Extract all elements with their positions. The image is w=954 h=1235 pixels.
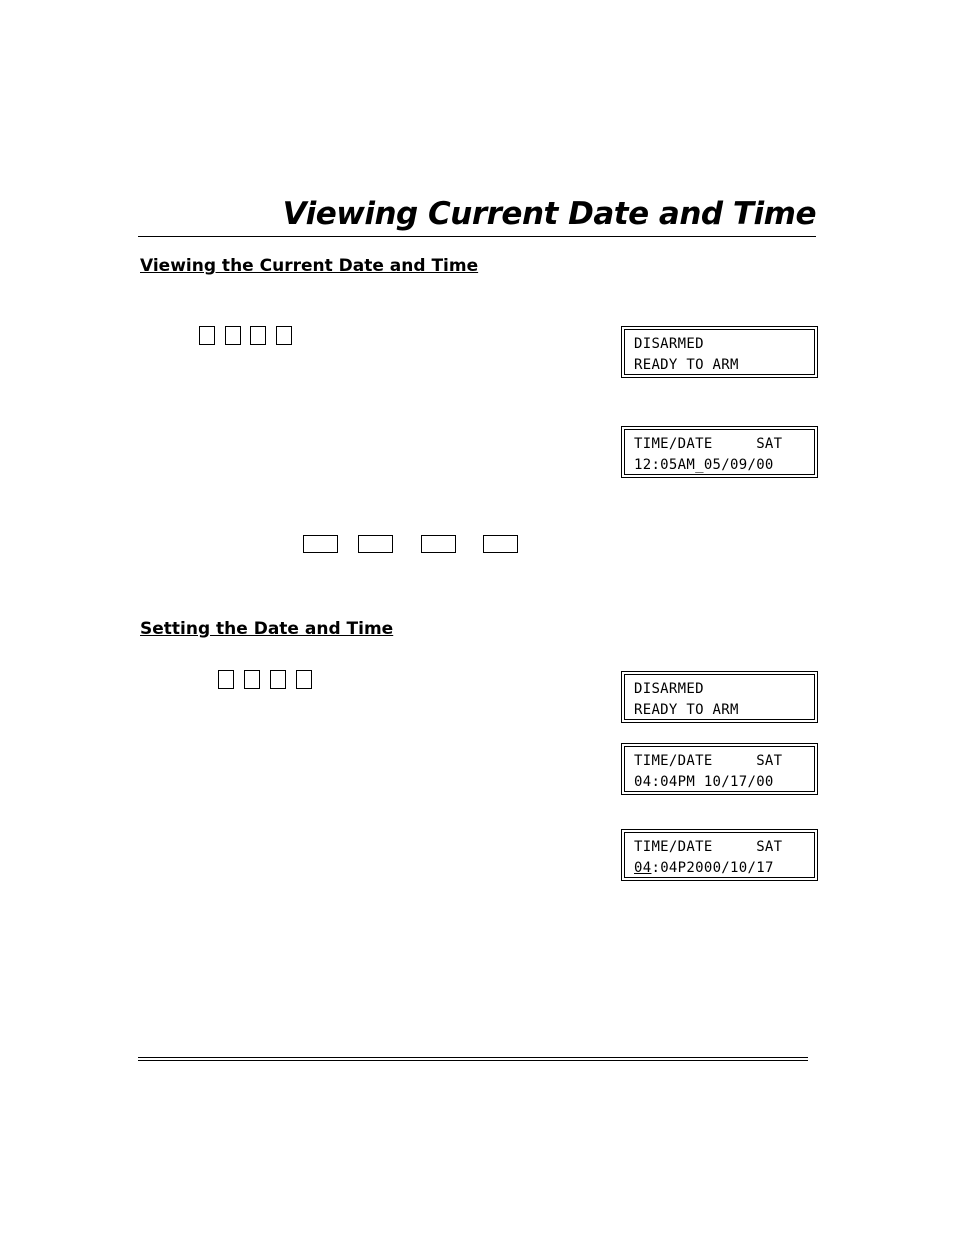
display-line-1: TIME/DATE SAT bbox=[634, 753, 783, 769]
key-box-wide bbox=[483, 535, 518, 553]
display-line-2: 12:05AM_05/09/00 bbox=[634, 457, 774, 473]
section-heading-viewing: Viewing the Current Date and Time bbox=[140, 256, 479, 276]
keypad-display-time-date bbox=[621, 426, 818, 478]
key-box bbox=[199, 326, 215, 345]
display-line-2: READY TO ARM bbox=[634, 702, 739, 718]
display-line-2-rest: :04P2000/10/17 bbox=[651, 860, 774, 876]
key-box-wide bbox=[303, 535, 338, 553]
display-line-2: READY TO ARM bbox=[634, 357, 739, 373]
display-line-1: TIME/DATE SAT bbox=[634, 839, 783, 855]
section-heading-setting: Setting the Date and Time bbox=[140, 619, 394, 639]
display-line-1: DISARMED bbox=[634, 336, 704, 352]
display-line-1: TIME/DATE SAT bbox=[634, 436, 783, 452]
key-box bbox=[250, 326, 266, 345]
key-box bbox=[270, 670, 286, 689]
keypad-display-time-date bbox=[621, 743, 818, 795]
keypad-display-time-date-edit bbox=[621, 829, 818, 881]
key-box bbox=[296, 670, 312, 689]
key-box bbox=[244, 670, 260, 689]
display-line-2 bbox=[634, 860, 774, 876]
key-box bbox=[218, 670, 234, 689]
keypad-display-disarmed bbox=[621, 326, 818, 378]
page-title: Viewing Current Date and Time bbox=[282, 196, 816, 232]
keypad-display-disarmed bbox=[621, 671, 818, 723]
footer-rule bbox=[138, 1057, 808, 1061]
display-line-1: DISARMED bbox=[634, 681, 704, 697]
key-box-wide bbox=[421, 535, 456, 553]
key-box bbox=[276, 326, 292, 345]
title-rule bbox=[138, 236, 816, 237]
key-box bbox=[225, 326, 241, 345]
key-box-wide bbox=[358, 535, 393, 553]
cursor-field: 04 bbox=[634, 860, 652, 876]
display-line-2: 04:04PM 10/17/00 bbox=[634, 774, 774, 790]
